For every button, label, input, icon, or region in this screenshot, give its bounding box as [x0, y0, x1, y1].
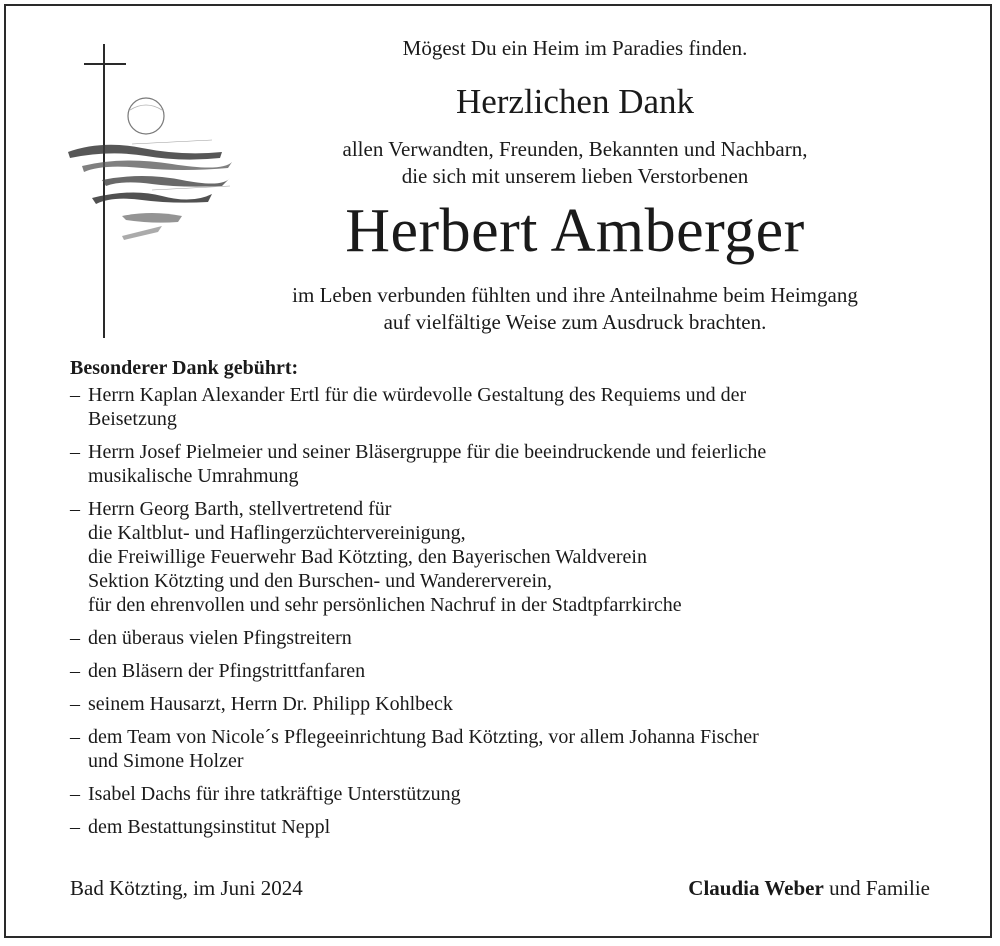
list-item	[70, 497, 950, 617]
list-item-line: Herrn Georg Barth, stellvertretend für	[88, 498, 392, 520]
list-item-line: Herrn Kaplan Alexander Ertl für die würdevolle Gestaltung des Requiems und der	[88, 384, 747, 406]
dash-bullet: –	[70, 498, 80, 520]
list-item	[70, 440, 950, 488]
dash-bullet: –	[70, 627, 80, 649]
dash-bullet: –	[70, 816, 80, 838]
place-date: Bad Kötzting, im Juni 2024	[70, 876, 303, 900]
list-item-line: Beisetzung	[88, 408, 177, 430]
dash-bullet: –	[70, 441, 80, 463]
list-item-line: die Freiwillige Feuerwehr Bad Kötzting, den Bayerischen Waldverein	[88, 546, 647, 568]
thanks-list	[70, 355, 950, 848]
dash-bullet: –	[70, 726, 80, 748]
motto: Mögest Du ein Heim im Paradies finden.	[402, 36, 748, 60]
list-item-line: dem Team von Nicole´s Pflegeeinrichtung Bad Kötzting, vor allem Johanna Fischer	[88, 726, 759, 748]
list-item	[70, 383, 950, 431]
signature	[688, 876, 930, 901]
page-title: Herzlichen Dank	[455, 82, 695, 121]
signer-name: Claudia Weber	[688, 876, 824, 900]
outro-line: auf vielfältige Weise zum Ausdruck brachten.	[383, 310, 767, 334]
intro-line: allen Verwandten, Freunden, Bekannten und Nachbarn,	[342, 137, 808, 161]
list-item-line: den Bläsern der Pfingstrittfanfaren	[88, 660, 366, 682]
dash-bullet: –	[70, 660, 80, 682]
thanks-heading: Besonderer Dank gebührt:	[70, 357, 299, 379]
list-item-line: dem Bestattungsinstitut Neppl	[88, 816, 331, 838]
dash-bullet: –	[70, 693, 80, 715]
signer-suffix: und Familie	[823, 876, 930, 900]
cross-sunset-icon	[62, 40, 237, 340]
list-item-line: musikalische Umrahmung	[88, 465, 299, 487]
deceased-name: Herbert Amberger	[345, 197, 805, 265]
list-item-line: Sektion Kötzting und den Burschen- und Wandererverein,	[88, 570, 553, 592]
dash-bullet: –	[70, 384, 80, 406]
list-item-line: Herrn Josef Pielmeier und seiner Bläsergruppe für die beeindruckende und feierliche	[88, 441, 767, 463]
list-item	[70, 626, 950, 650]
intro-text	[230, 136, 920, 190]
list-item	[70, 659, 950, 683]
dash-bullet: –	[70, 783, 80, 805]
list-item	[70, 782, 950, 806]
list-item-line: und Simone Holzer	[88, 750, 244, 772]
list-item-line: Isabel Dachs für ihre tatkräftige Unterstützung	[88, 783, 461, 805]
outro-text	[230, 282, 920, 336]
list-item-line: für den ehrenvollen und sehr persönlichen Nachruf in der Stadtpfarrkirche	[88, 594, 682, 616]
list-item-line: den überaus vielen Pfingstreitern	[88, 627, 352, 649]
outro-line: im Leben verbunden fühlten und ihre Anteilnahme beim Heimgang	[292, 283, 858, 307]
intro-line: die sich mit unserem lieben Verstorbenen	[401, 164, 749, 188]
list-item	[70, 725, 950, 773]
list-item-line: die Kaltblut- und Haflingerzüchtervereinigung,	[88, 522, 466, 544]
list-item-line: seinem Hausarzt, Herrn Dr. Philipp Kohlbeck	[88, 693, 453, 715]
list-item	[70, 692, 950, 716]
list-item	[70, 815, 950, 839]
